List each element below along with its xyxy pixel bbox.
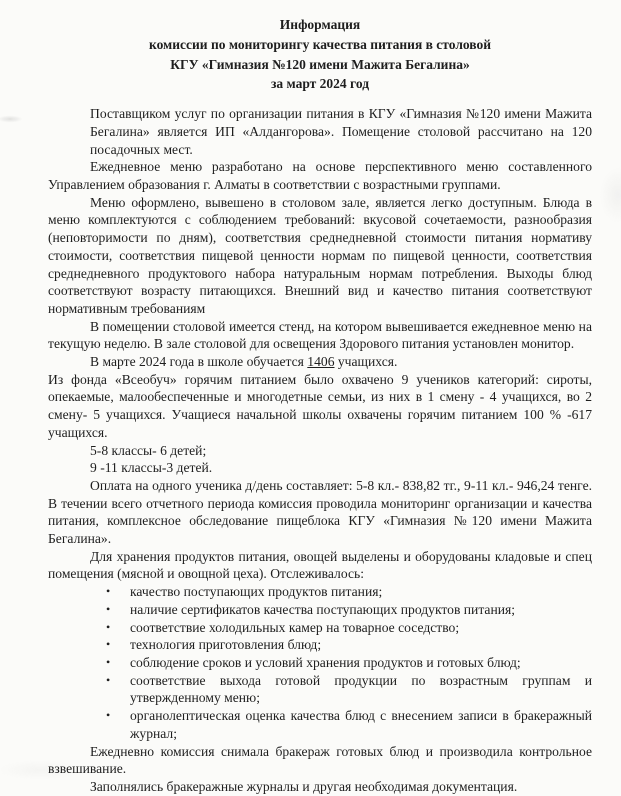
paragraph-enrollment	[48, 353, 592, 371]
bullet-dot-icon: •	[106, 654, 111, 669]
bullet-dot-icon: •	[106, 708, 111, 723]
document-title	[48, 15, 592, 94]
list-item	[48, 672, 592, 707]
list-item-text: наличие сертификатов качества поступающих продуктов питания;	[130, 601, 516, 617]
list-item-text: органолептическая оценка качества блюд с внесением записи в бракеражный журнал;	[130, 708, 592, 741]
paragraph-journals: Заполнялись бракеражные журналы и другая необходимая документация.	[90, 778, 518, 794]
bullet-dot-icon: •	[106, 637, 111, 652]
bullet-dot-icon: •	[106, 601, 111, 616]
title-line-3: КГУ «Гимназия №120 имени Мажита Бегалина»	[170, 56, 470, 72]
document-body	[48, 105, 592, 795]
paragraph-stand: В помещении столовой имеется стенд, на котором вывешивается ежедневное меню на текущую неделю. В зале столовой для освещения Здорового питания установлен монитор.	[48, 318, 592, 352]
list-item-text: качество поступающих продуктов питания;	[130, 584, 383, 600]
title-line-1: Информация	[279, 17, 361, 32]
paragraph-supplier: Поставщиком услуг по организации питания в КГУ «Гимназия №120 имени Мажита Бегалина» является ИП «Алдангорова». Помещение столовой рассчитано на 120 посадочных мест.	[90, 106, 592, 157]
list-item	[48, 583, 592, 601]
title-line-2: комиссии по мониторингу качества питания в столовой	[148, 36, 492, 52]
paragraph-payment: Оплата на одного ученика д/день составляет: 5-8 кл.- 838,82 тг., 9-11 кл.- 946,24 тенге. В течении всего отчетного периода комиссия проводила мониторинг организации и качества питания, комплексное обследование пищеблока КГУ «Гимназия №120 имени Мажита Бегалина».	[48, 477, 592, 547]
paragraph-menu-basis: Ежедневное меню разработано на основе перспективного меню составленного Управлением образования г. Алматы в соответствии с возрастными группами.	[48, 159, 592, 192]
bullet-dot-icon: •	[106, 584, 111, 599]
enrollment-text-before: В марте 2024 года в школе обучается	[90, 354, 308, 370]
paragraph-grades-5-8: 5-8 классы- 6 детей;	[90, 442, 207, 458]
list-item-text: технология приготовления блюд;	[130, 637, 322, 653]
list-item	[48, 707, 592, 742]
paragraph-storage: Для хранения продуктов питания, овощей выделены и оборудованы кладовые и спец помещения (мясной и овощной цеха). Отслеживалось:	[48, 548, 592, 582]
enrollment-count: 1406	[307, 354, 335, 370]
list-item-text: соответствие выхода готовой продукции по возрастным группам и утвержденному меню;	[130, 672, 592, 706]
paragraph-grades-9-11: 9 -11 классы-3 детей.	[90, 460, 213, 476]
list-item	[48, 654, 592, 672]
bullet-dot-icon: •	[106, 619, 111, 634]
list-item	[48, 619, 592, 637]
title-line-4: за март 2024 год	[270, 76, 370, 92]
list-item	[48, 636, 592, 654]
paragraph-menu-design: Меню оформлено, вывешено в столовом зале, является легко доступным. Блюда в меню комплектуются с соблюдением требований: вкусовой сочетаемости, разнообразия (неповторимости по дням), соответствия среднедневной стоимости питания нормативу стоимости, соответствия пищевой ценности нормам по пищевой ценности, соответствия среднедневного продуктового набора натуральным нормам потребления. Выходы блюд соответствуют возрасту питающихся. Внешний вид и качество питания соответствуют нормативным требованиям	[48, 194, 592, 316]
paragraph-daily-brakerage: Ежедневно комиссия снимала бракераж готовых блюд и производила контрольное взвешивание.	[48, 743, 592, 777]
list-item-text: соответствие холодильных камер на товарное соседство;	[130, 619, 460, 635]
monitoring-checklist	[48, 583, 592, 742]
paragraph-vseobuch: Из фонда «Всеобуч» горячим питанием было охвачено 9 учеников категорий: сироты, опекаемые, малообеспеченные и многодетные семьи, из них в 1 смену - 4 учащихся, во 2 смену- 5 учащихся. Учащиеся начальной школы охвачены горячим питанием 100 % -617 учащихся.	[48, 371, 592, 440]
bullet-dot-icon: •	[106, 672, 111, 687]
list-item	[48, 601, 592, 619]
list-item-text: соблюдение сроков и условий хранения продуктов и готовых блюд;	[130, 654, 521, 670]
enrollment-text-after: учащихся.	[334, 354, 398, 370]
